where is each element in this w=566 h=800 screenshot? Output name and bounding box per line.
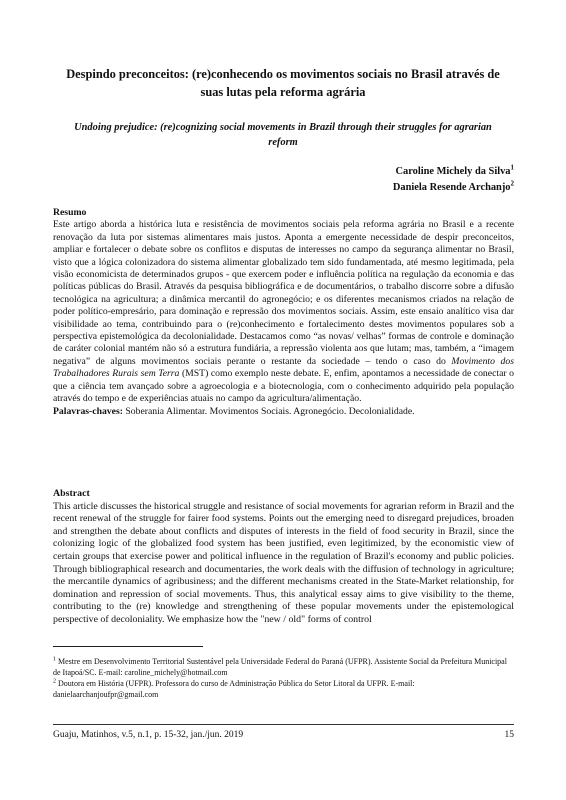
footer-divider (53, 724, 514, 725)
abstract-body: This article discusses the historical struggle and resistance of social movements for agrarian reform in Brazil and the recent renewal of the struggle for fairer food systems. Points out the emerging need to disregard prejudices, broaden and strengthen the debate about conflicts and disputes of interests in the field of food security in Brazil, since the colonizing logic of the globalized food system has been justified, even legitimized, by the economistic view of certain groups that exercise power and political influence in the regulation of Brazil's economy and public policies. Through bibliographical research and documentaries, the work deals with the diffusion of technology in agriculture; the mercantile dynamics of agribusiness; and the different mechanisms created in the State-Market relationship, for domination and repression of social movements. Thus, this analytical essay aims to give visibility to the theme, contributing to the (re) knowledge and strengthening of these popular movements under the epistemological perspective of decoloniality. We emphasize how the "new / old" forms of control (53, 500, 514, 625)
page-number: 15 (504, 730, 514, 740)
resumo-text: Este artigo aborda a histórica luta e resistência de movimentos sociais pela reforma agrária no Brasil e a recente renovação da luta por sistemas alimentares mais justos. Aponta a emergente necessidade de despir preconceitos, ampliar e fortalecer o debate sobre os conflitos e disputas de interesses no campo da segurança alimentar no Brasil, visto que a lógica colonizadora do sistema alimentar globalizado tem sido fundamentada, até mesmo legitimada, pela visão economicista de determinados grupos - que exercem poder e influência política na regulação da economia e das políticas públicas do Brasil. Através da pesquisa bibliográfica e de documentários, o trabalho discorre sobre a difusão tecnológica na agricultura; a dinâmica mercantil do agronegócio; e os diferentes mecanismos criados na relação de poder político-empresário, para dominação e repressão dos movimentos sociais. Assim, este ensaio analítico visa dar visibilidade ao tema, contribuindo para o (re)conhecimento e fortalecimento destes movimentos populares sob a perspectiva epistemológica da decolonialidade. Destacamos como “as novas/ velhas” formas de controle e dominação de caráter colonial mantém não só a estrutura fundiária, a repressão violenta aos que lutam; mas, também, a “imagem negativa” de alguns movimentos sociais perante o restante da sociedade – tendo o caso do (53, 219, 514, 367)
resumo-heading: Resumo (53, 207, 87, 218)
author (393, 180, 514, 196)
author-name: Daniela Resende Archanjo (392, 182, 511, 193)
author (393, 164, 514, 180)
footnote-number: 1 (53, 656, 56, 663)
footnote-number: 2 (53, 678, 56, 685)
footnote-divider (53, 646, 203, 647)
footnote (53, 679, 514, 700)
article-title: Despindo preconceitos: (re)conhecendo os movimentos sociais no Brasil através de suas lutas pela reforma agrária (66, 67, 500, 99)
author-name: Caroline Michely da Silva (395, 166, 511, 177)
keywords-text: Soberania Alimentar. Movimentos Sociais. Agronegócio. Decolonialidade. (122, 405, 415, 417)
footnote-marker[interactable]: 1 (510, 163, 514, 172)
footnotes (53, 657, 514, 701)
footnote-marker[interactable]: 2 (510, 179, 514, 188)
keywords-label: Palavras-chaves: (53, 405, 123, 417)
resumo-italic-text: Movimento dos Trabalhadores Rurais sem Terra (53, 355, 514, 380)
journal-citation: Guaju, Matinhos, v.5, n.1, p. 15-32, jan./jun. 2019 (53, 730, 244, 740)
footnote-text: Doutora em História (UFPR). Professora do curso de Administração Pública do Setor Litoral da UFPR. E-mail: danielaarchanjoufpr@gmail.com (53, 679, 415, 699)
author-list (393, 164, 514, 196)
keywords (53, 406, 514, 418)
article-subtitle: Undoing prejudice: (re)cognizing social movements in Brazil through their struggles for agrarian reform (74, 122, 492, 148)
abstract-heading: Abstract (53, 488, 90, 499)
footnote-text: Mestre em Desenvolvimento Territorial Sustentável pela Universidade Federal do Paraná (UFPR). Assistente Social da Prefeitura Municipal de Itapoá/SC. E-mail: caroline_michely@hotmail.com (53, 657, 507, 677)
footnote (53, 657, 514, 678)
resumo-body (53, 219, 514, 405)
resumo-section (53, 207, 514, 418)
resumo-text-continued: (MST) como exemplo neste debate. E, enfim, apontamos a necessidade de conectar o que a ciência tem avançado sobre a agroecologia e a biotecnologia, com o conhecimento adquirido pela população através do tempo e de experiências atuais no campo da agricultura/alimentação. (53, 368, 514, 405)
abstract-section (53, 488, 514, 627)
page-footer (53, 729, 514, 741)
